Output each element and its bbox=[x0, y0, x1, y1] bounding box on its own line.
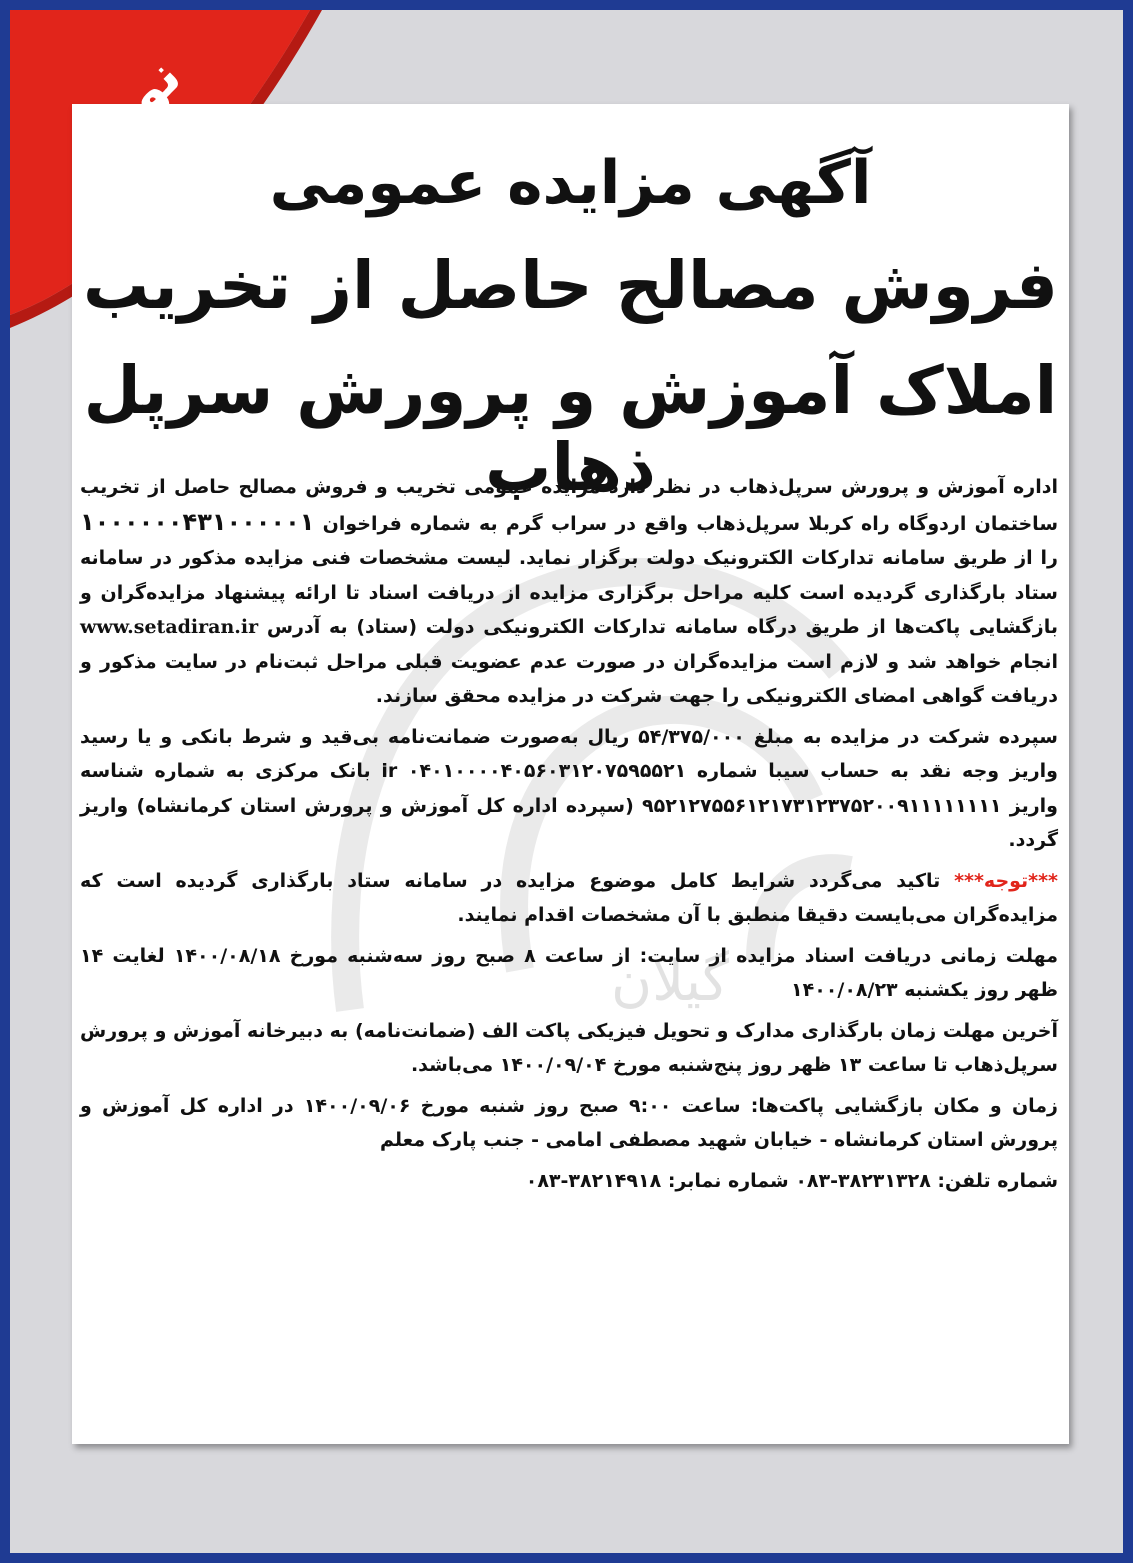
announcement-part-b: را از طریق سامانه تدارکات الکترونیک دولت برگزار نماید. لیست مشخصات فنی مزایده مذکور در سامانه ستاد بارگذاری گردیده است کلیه مراحل برگزاری مزایده از دریافت اسناد تا ارائه پیشنهاد مزایده‌گران و بازگشایی پاکت‌ها از طریق درگاه سامانه تدارکات الکترونیکی دولت (ستاد) به آدرس bbox=[80, 547, 1058, 638]
notice-body bbox=[80, 470, 1058, 1204]
paragraph-deposit: سپرده شرکت در مزایده به مبلغ ۵۴/۳۷۵/۰۰۰ ریال به‌صورت ضمانت‌نامه بی‌قید و شرط بانکی و یا رسید واریز وجه نقد به حساب سیبا شماره ir ۰۴۰۱۰۰۰۰۴۰۵۶۰۳۱۲۰۷۵۹۵۵۲۱ بانک مرکزی به شماره شناسه واریز ۹۵۲۱۲۷۵۵۶۱۲۱۷۳۱۲۳۷۵۲۰۰۹۱۱۱۱۱۱۱۱ (سپرده اداره کل آموزش و پرورش استان کرمانشاه) واریز گردد. bbox=[80, 725, 1058, 851]
title-line-3: املاک آموزش و پرورش سرپل ذهاب bbox=[83, 352, 1058, 506]
title-line-1: آگهی مزایده عمومی bbox=[269, 148, 872, 218]
paragraph-document-deadline: مهلت زمانی دریافت اسناد مزایده از سایت: از ساعت ۸ صبح روز سه‌شنبه مورخ ۱۴۰۰/۰۸/۱۸ لغایت ۱۴ ظهر روز یکشنبه ۱۴۰۰/۰۸/۲۳ bbox=[80, 944, 1058, 1001]
notice-text: تاکید می‌گردد شرایط کامل موضوع مزایده در سامانه ستاد بارگذاری گردیده است که مزایده‌گران می‌بایست دقیقا منطبق با آن مشخصات اقدام نمایند. bbox=[80, 869, 1058, 926]
announcement-part-a: اداره آموزش و پرورش سرپل‌ذهاب در نظر دارد مزایده عمومی تخریب و فروش مصالح حاصل از تخریب ساختمان اردوگاه راه کربلا سرپل‌ذهاب واقع در سراب گرم به شماره فراخوان bbox=[80, 476, 1059, 535]
watermark-text: گیلان bbox=[610, 949, 730, 1014]
paragraph-upload-deadline: آخرین مهلت زمان بارگذاری مدارک و تحویل فیزیکی پاکت الف (ضمانت‌نامه) به دبیرخانه آموزش و پرورش سرپل‌ذهاب تا ساعت ۱۳ ظهر روز پنج‌شنبه مورخ ۱۴۰۰/۰۹/۰۴ می‌باشد. bbox=[80, 1019, 1058, 1076]
website-link[interactable]: www.setadiran.ir bbox=[80, 616, 259, 638]
paragraph-notice bbox=[80, 864, 1058, 933]
round-badge: نوبت اول bbox=[60, 46, 260, 246]
title-line-2: فروش مصالح حاصل از تخریب bbox=[82, 247, 1058, 324]
paragraph-announcement bbox=[80, 470, 1058, 714]
paragraph-opening-time: زمان و مکان بازگشایی پاکت‌ها: ساعت ۹:۰۰ صبح روز شنبه مورخ ۱۴۰۰/۰۹/۰۶ در اداره کل آموزش و پرورش استان کرمانشاه - خیابان شهید مصطفی امامی - جنب پارک معلم bbox=[80, 1094, 1058, 1151]
paragraph-contact: شماره تلفن: ۳۸۲۳۱۳۲۸-۰۸۳ شماره نمابر: ۳۸۲۱۴۹۱۸-۰۸۳ bbox=[525, 1169, 1058, 1192]
announcement-part-c: انجام خواهد شد و لازم است مزایده‌گران در صورت عدم عضویت قبلی مراحل ثبت‌نام در سایت مذکور و دریافت گواهی امضای الکترونیکی را جهت شرکت در مزایده محقق سازند. bbox=[80, 650, 1058, 707]
notice-label: ***توجه*** bbox=[954, 869, 1058, 892]
call-number: ۱۰۰۰۰۰۰۴۳۱۰۰۰۰۰۱ bbox=[80, 507, 315, 536]
